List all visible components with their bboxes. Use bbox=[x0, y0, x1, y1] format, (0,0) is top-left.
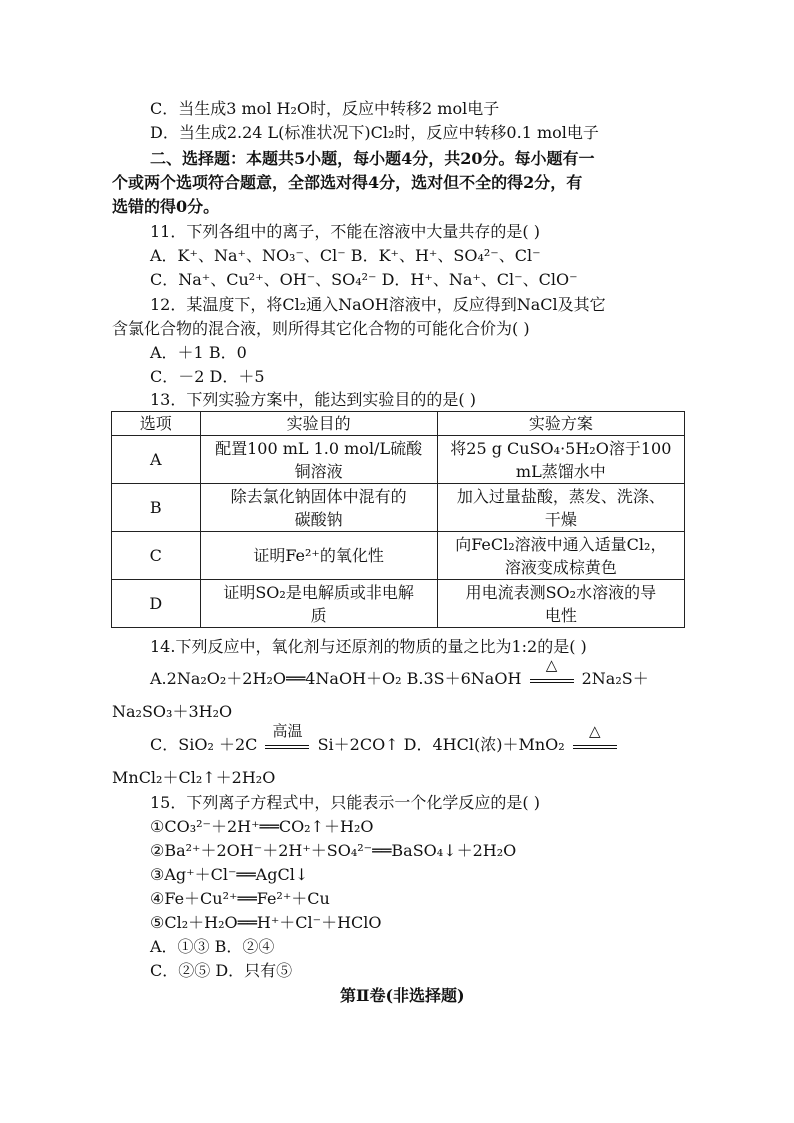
high-temperature-symbol: 高温 bbox=[262, 734, 312, 756]
table-row bbox=[112, 580, 685, 628]
header-purpose: 实验目的 bbox=[200, 412, 437, 436]
heat-condition-symbol: △ bbox=[527, 668, 577, 690]
heat-condition-symbol: △ bbox=[570, 734, 620, 756]
question-14-option-d-cont: MnCl₂＋Cl₂↑＋2H₂O bbox=[112, 768, 276, 787]
row-purpose: 配置100 mL 1.0 mol/L硫酸 铜溶液 bbox=[200, 436, 437, 484]
row-option: B bbox=[112, 484, 201, 532]
question-14-option-c-products: Si＋2CO↑ D．4HCl(浓)＋MnO₂ bbox=[317, 735, 565, 754]
question-15: 15．下列离子方程式中，只能表示一个化学反应的是( ) bbox=[150, 793, 540, 812]
question-12-line-2: 含氯化合物的混合液，则所得其它化合物的可能化合价为( ) bbox=[112, 319, 530, 338]
question-15-item-1: ①CO₃²⁻＋2H⁺══CO₂↑＋H₂O bbox=[150, 817, 374, 836]
question-15-item-4: ④Fe＋Cu²⁺══Fe²⁺＋Cu bbox=[150, 889, 330, 908]
header-plan: 实验方案 bbox=[437, 412, 684, 436]
table-row bbox=[112, 532, 685, 580]
table-row bbox=[112, 484, 685, 532]
row-plan: 向FeCl₂溶液中通入适量Cl₂， 溶液变成棕黄色 bbox=[437, 532, 684, 580]
table-row bbox=[112, 436, 685, 484]
question-15-options-cd: C．②⑤ D．只有⑤ bbox=[150, 961, 293, 980]
option-line-c: C．当生成3 mol H₂O时，反应中转移2 mol电子 bbox=[150, 99, 500, 118]
question-14-option-a: A.2Na₂O₂＋2H₂O══4NaOH＋O₂ B.3S＋6NaOH bbox=[150, 669, 522, 688]
section-instructions-1: 个或两个选项符合题意，全部选对得4分，选对但不全的得2分，有 bbox=[112, 173, 583, 192]
row-plan: 加入过量盐酸，蒸发、洗涤、 干燥 bbox=[437, 484, 684, 532]
question-15-item-2: ②Ba²⁺＋2OH⁻＋2H⁺＋SO₄²⁻══BaSO₄↓＋2H₂O bbox=[150, 841, 517, 860]
question-14: 14.下列反应中，氧化剂与还原剂的物质的量之比为1:2的是( ) bbox=[150, 637, 587, 656]
row-plan: 将25 g CuSO₄·5H₂O溶于100 mL蒸馏水中 bbox=[437, 436, 684, 484]
row-purpose: 证明Fe²⁺的氧化性 bbox=[200, 532, 437, 580]
section-instructions-2: 选错的得0分。 bbox=[112, 197, 220, 216]
question-14-option-ab bbox=[150, 656, 649, 690]
row-option: A bbox=[112, 436, 201, 484]
question-12-options-cd: C．－2 D．＋5 bbox=[150, 367, 265, 386]
question-13: 13．下列实验方案中，能达到实验目的的是( ) bbox=[150, 390, 476, 409]
question-14-option-c: C．SiO₂ ＋2C bbox=[150, 735, 258, 754]
question-11-options-cd: C．Na⁺、Cu²⁺、OH⁻、SO₄²⁻ D．H⁺、Na⁺、Cl⁻、ClO⁻ bbox=[150, 270, 578, 289]
question-12-line-1: 12．某温度下，将Cl₂通入NaOH溶液中，反应得到NaCl及其它 bbox=[150, 295, 606, 314]
experiment-table bbox=[111, 411, 685, 628]
row-option: C bbox=[112, 532, 201, 580]
part-2-title: 第Ⅱ卷(非选择题) bbox=[340, 986, 465, 1005]
section-heading: 二、选择题：本题共5小题，每小题4分，共20分。每小题有一 bbox=[150, 149, 595, 168]
question-11-options-ab: A．K⁺、Na⁺、NO₃⁻、Cl⁻ B．K⁺、H⁺、SO₄²⁻、Cl⁻ bbox=[150, 246, 541, 265]
table-header-row bbox=[112, 412, 685, 436]
option-line-d: D．当生成2.24 L(标准状况下)Cl₂时，反应中转移0.1 mol电子 bbox=[150, 123, 599, 142]
row-plan: 用电流表测SO₂水溶液的导 电性 bbox=[437, 580, 684, 628]
question-14-option-b-products: 2Na₂S＋ bbox=[581, 669, 649, 688]
header-option: 选项 bbox=[112, 412, 201, 436]
question-11: 11．下列各组中的离子，不能在溶液中大量共存的是( ) bbox=[150, 222, 540, 241]
question-15-item-5: ⑤Cl₂＋H₂O══H⁺＋Cl⁻＋HClO bbox=[150, 913, 382, 932]
question-15-options-ab: A．①③ B．②④ bbox=[150, 937, 275, 956]
question-12-options-ab: A．＋1 B．0 bbox=[150, 343, 247, 362]
question-14-option-cd bbox=[150, 722, 620, 756]
row-option: D bbox=[112, 580, 201, 628]
row-purpose: 证明SO₂是电解质或非电解 质 bbox=[200, 580, 437, 628]
question-15-item-3: ③Ag⁺＋Cl⁻══AgCl↓ bbox=[150, 865, 309, 884]
question-14-option-b-cont: Na₂SO₃＋3H₂O bbox=[112, 702, 233, 721]
row-purpose: 除去氯化钠固体中混有的 碳酸钠 bbox=[200, 484, 437, 532]
